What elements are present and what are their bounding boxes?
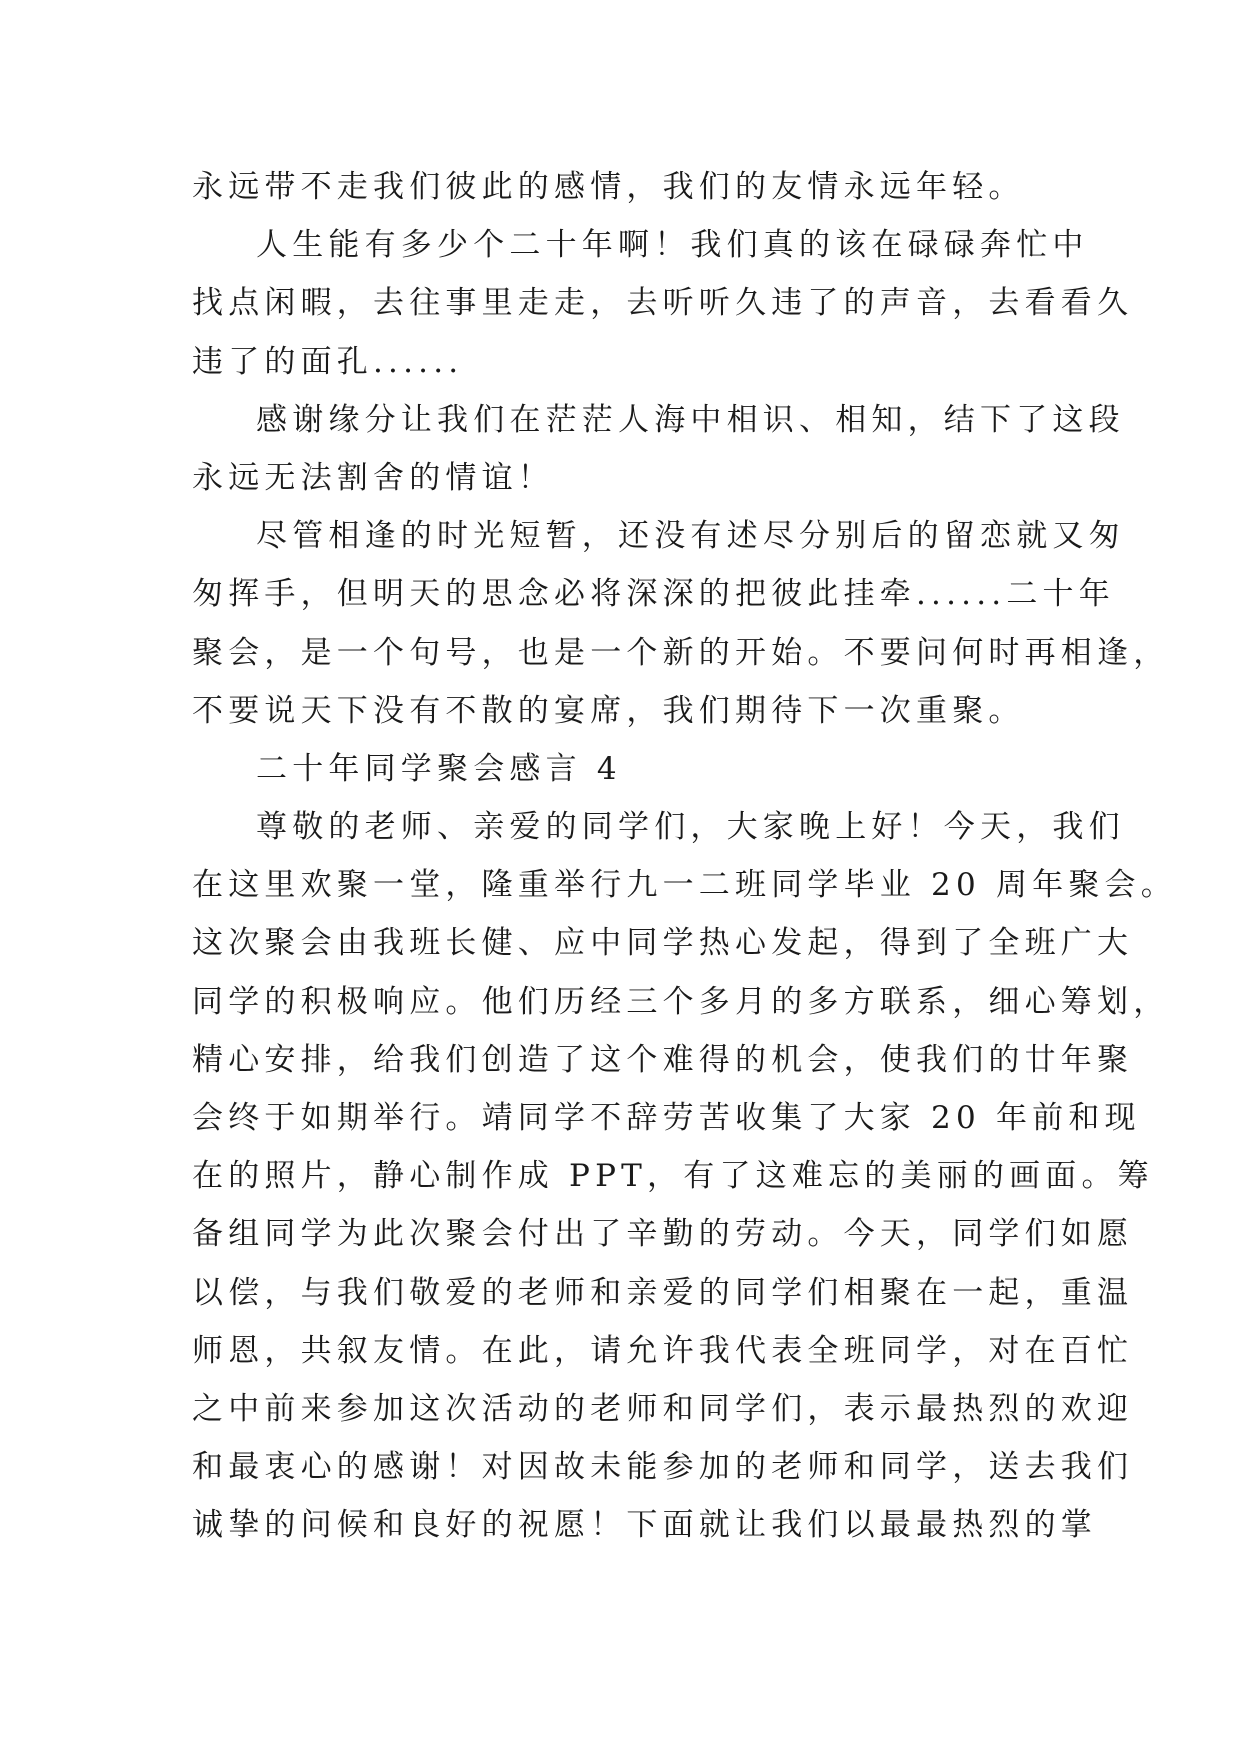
- text-line: 找点闲暇，去往事里走走，去听听久违了的声音，去看看久: [192, 285, 1134, 322]
- document-body: [192, 158, 1177, 1555]
- text-line: 尽管相逢的时光短暂，还没有述尽分别后的留恋就又匆: [256, 518, 1125, 555]
- text-line: 尊敬的老师、亲爱的同学们，大家晚上好！今天，我们: [256, 809, 1125, 846]
- text-line: 聚会，是一个句号，也是一个新的开始。不要问何时再相逢，: [192, 634, 1170, 671]
- text-line: 在的照片，静心制作成 PPT，有了这难忘的美丽的画面。筹: [192, 1158, 1154, 1195]
- text-line: 以偿，与我们敬爱的老师和亲爱的同学们相聚在一起，重温: [192, 1274, 1134, 1311]
- text-line: 感谢缘分让我们在茫茫人海中相识、相知，结下了这段: [256, 401, 1125, 438]
- text-line: 之中前来参加这次活动的老师和同学们，表示最热烈的欢迎: [192, 1390, 1134, 1427]
- text-line: 师恩，共叙友情。在此，请允许我代表全班同学，对在百忙: [192, 1332, 1134, 1369]
- section-heading: 二十年同学聚会感言 4: [256, 750, 622, 787]
- text-line: 永远无法割舍的情谊！: [192, 459, 554, 496]
- text-line: 在这里欢聚一堂，隆重举行九一二班同学毕业 20 周年聚会。: [192, 867, 1177, 904]
- text-line: 这次聚会由我班长健、应中同学热心发起，得到了全班广大: [192, 925, 1134, 962]
- text-line: 匆挥手，但明天的思念必将深深的把彼此挂牵......二十年: [192, 576, 1115, 613]
- text-line: 不要说天下没有不散的宴席，我们期待下一次重聚。: [192, 692, 1025, 729]
- text-line: 违了的面孔......: [192, 343, 464, 380]
- text-line: 人生能有多少个二十年啊！我们真的该在碌碌奔忙中: [256, 227, 1089, 264]
- text-line: 精心安排，给我们创造了这个难得的机会，使我们的廿年聚: [192, 1041, 1134, 1078]
- text-line: 和最衷心的感谢！对因故未能参加的老师和同学，送去我们: [192, 1449, 1134, 1486]
- text-line: 备组同学为此次聚会付出了辛勤的劳动。今天，同学们如愿: [192, 1216, 1134, 1253]
- text-line: 永远带不走我们彼此的感情，我们的友情永远年轻。: [192, 169, 1025, 205]
- text-line: 诚挚的问候和良好的祝愿！下面就让我们以最最热烈的掌: [192, 1507, 1097, 1544]
- text-line: 同学的积极响应。他们历经三个多月的多方联系，细心筹划，: [192, 983, 1170, 1020]
- text-line: 会终于如期举行。靖同学不辞劳苦收集了大家 20 年前和现: [192, 1100, 1141, 1136]
